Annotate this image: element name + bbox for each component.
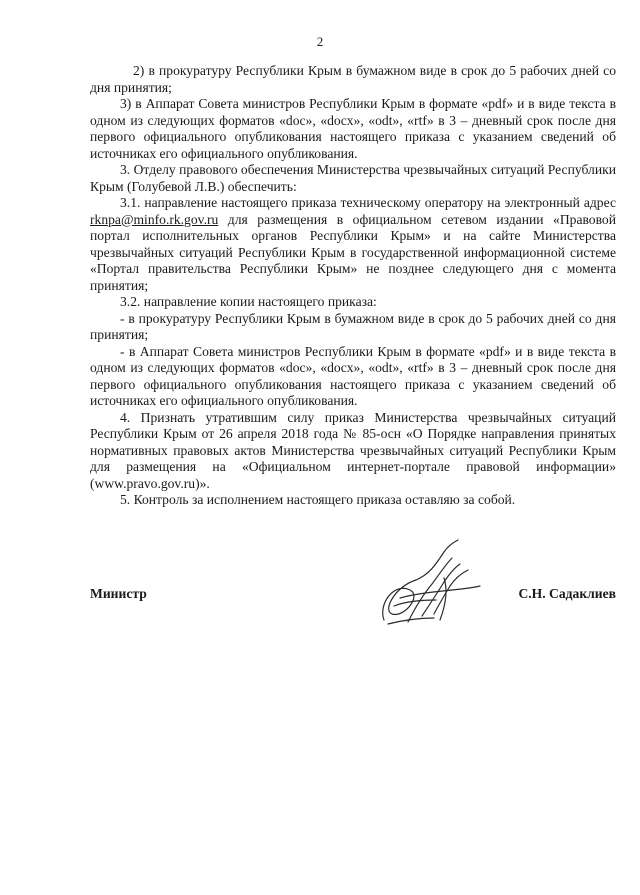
email-link[interactable]: rknpa@minfo.rk.gov.ru — [90, 211, 219, 227]
page-number: 2 — [316, 34, 324, 49]
paragraph-item-3-1 — [90, 195, 616, 294]
paragraph-item-3-2: 3.2. направление копии настоящего приказа: — [120, 294, 377, 309]
paragraph-copy-council: - в Аппарат Совета министров Республики Крым в формате «pdf» и в виде текста в одном из следующих форматов «doc», «docx», «odt», «rtf» в 3 – дневный срок после дня первого официального опубликования настоящего приказа с указанием сведений об источниках его официального опубликования. — [90, 343, 616, 408]
paragraph-3-council: 3) в Аппарат Совета министров Республики Крым в формате «pdf» и в виде текста в одном из следующих форматов «doc», «docx», «odt», «rtf» в 3 – дневный срок после дня первого официального опубликования настоящего приказа с указанием сведений об источниках его официального опубликования. — [90, 96, 616, 161]
paragraph-2-prosecutor: 2) в прокуратуру Республики Крым в бумажном виде в срок до 5 рабочих дней со дня принятия; — [90, 63, 616, 95]
document-body — [90, 63, 616, 509]
paragraph-item-3: 3. Отделу правового обеспечения Министерства чрезвычайных ситуаций Республики Крым (Голубевой Л.В.) обеспечить: — [90, 162, 616, 194]
paragraph-item-5: 5. Контроль за исполнением настоящего приказа оставляю за собой. — [120, 492, 516, 507]
item-3-1-prefix: 3.1. направление настоящего приказа техническому оператору на электронный адрес — [120, 195, 616, 210]
signature-block — [90, 586, 616, 646]
paragraph-copy-prosecutor: - в прокуратуру Республики Крым в бумажном виде в срок до 5 рабочих дней со дня принятия; — [90, 310, 616, 342]
item-3-1-suffix: для размещения в официальном сетевом издании «Правовой портал исполнительных органов Республики Крым» и на сайте Министерства чрезвычайных ситуаций Республики Крым в государственной информационной системе «Портал правительства Республики Крым» не позднее следующего дня с момента принятия; — [90, 211, 616, 293]
signatory-title: Министр — [90, 586, 147, 601]
handwritten-signature — [374, 534, 494, 630]
paragraph-item-4: 4. Признать утратившим силу приказ Министерства чрезвычайных ситуаций Республики Крым от 26 апреля 2018 года № 85-осн «О Порядке направления принятых нормативных правовых актов Министерства чрезвычайных ситуаций Республики Крым для размещения на «Официальном интернет-портале правовой информации» (www.pravo.gov.ru)». — [90, 409, 616, 491]
signatory-name: С.Н. Садаклиев — [518, 586, 616, 601]
